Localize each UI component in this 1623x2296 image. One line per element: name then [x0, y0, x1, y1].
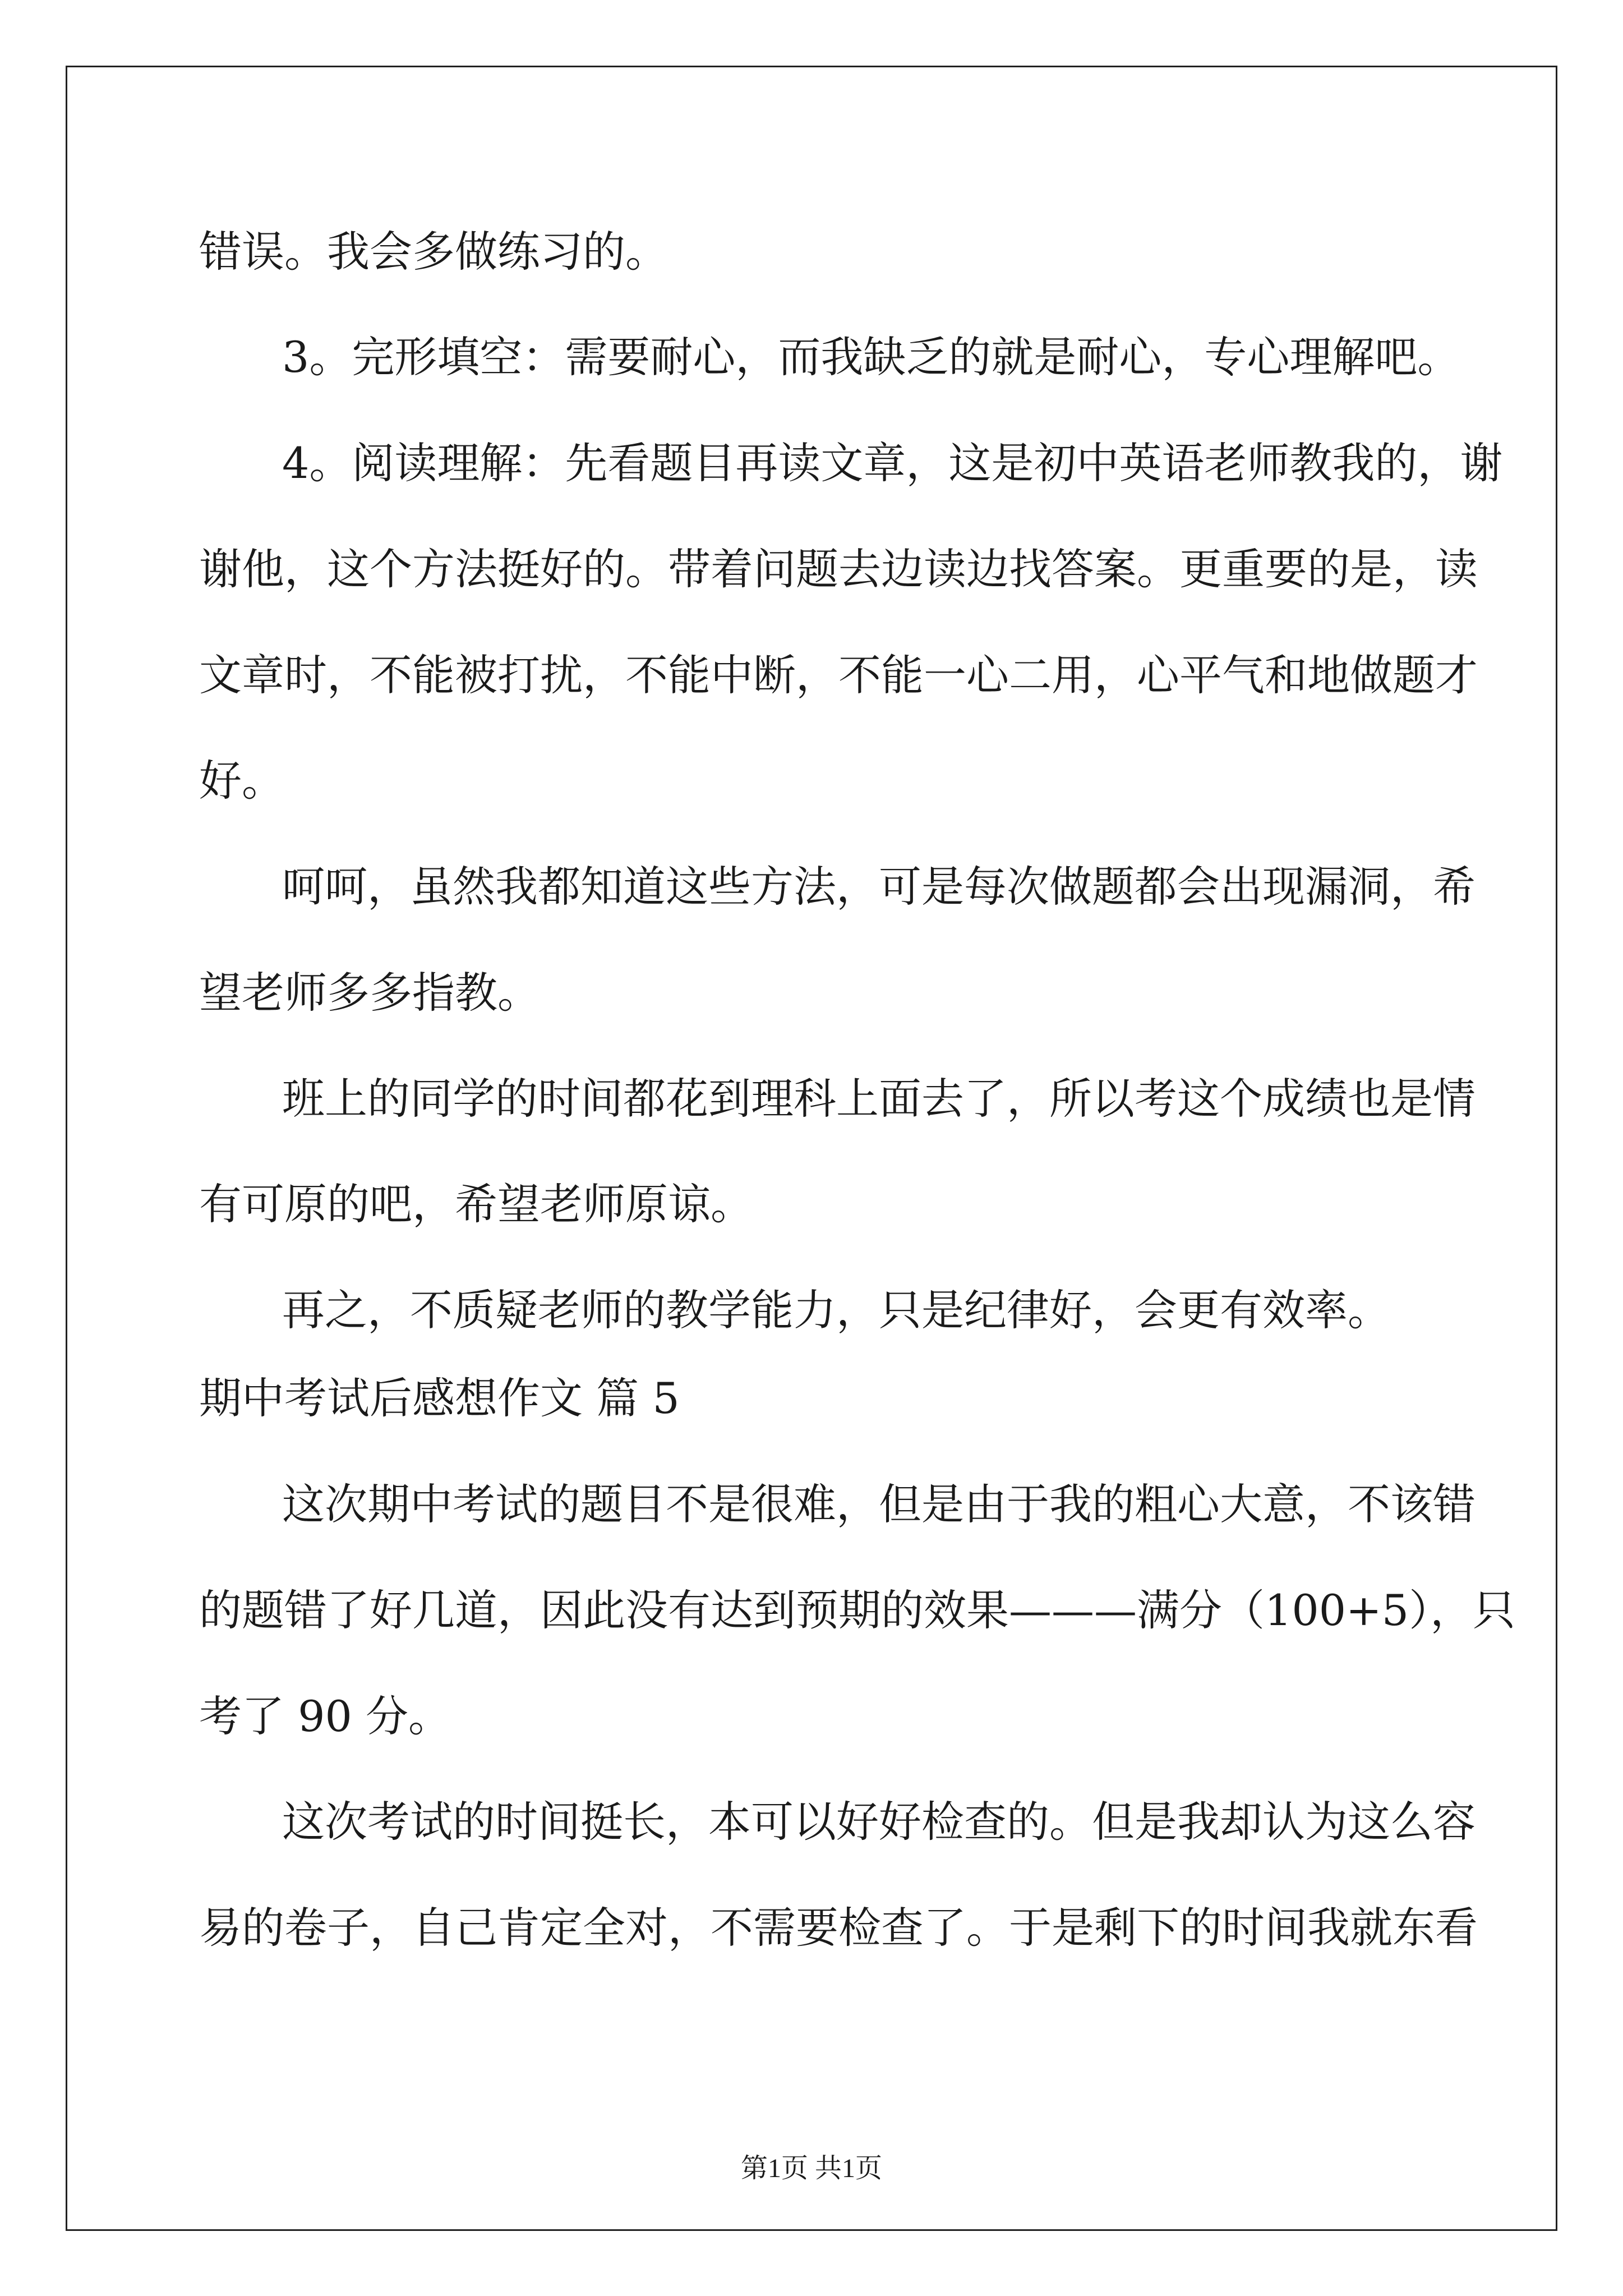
text-line: 文章时，不能被打扰，不能中断，不能一心二用，心平气和地做题才: [199, 650, 1478, 700]
text-line: 有可原的吧，希望老师原谅。: [199, 1179, 753, 1229]
text-line: 班上的同学的时间都花到理科上面去了，所以考这个成绩也是情: [282, 1074, 1476, 1124]
text-line: 的题错了好几道，因此没有达到预期的效果———满分（100+5），只: [199, 1585, 1516, 1635]
text-line: 这次期中考试的题目不是很难，但是由于我的粗心大意，不该错: [282, 1479, 1476, 1529]
text-line: 易的卷子，自己肯定全对，不需要检查了。于是剩下的时间我就东看: [199, 1903, 1478, 1953]
text-line: 4。阅读理解：先看题目再读文章，这是初中英语老师教我的，谢: [282, 438, 1503, 488]
text-line: 3。完形填空：需要耐心，而我缺乏的就是耐心，专心理解吧。: [282, 332, 1460, 382]
text-line: 再之，不质疑老师的教学能力，只是纪律好，会更有效率。: [282, 1285, 1390, 1335]
section-heading: 期中考试后感想作文 篇 5: [199, 1373, 680, 1423]
page-footer: 第1页 共1页: [740, 2154, 882, 2183]
text-line: 谢他，这个方法挺好的。带着问题去边读边找答案。更重要的是，读: [199, 544, 1478, 594]
text-line: 考了 90 分。: [199, 1691, 451, 1741]
text-line: 望老师多多指教。: [199, 968, 540, 1018]
text-line: 呵呵，虽然我都知道这些方法，可是每次做题都会出现漏洞，希: [282, 862, 1476, 912]
text-line: 好。: [199, 756, 284, 806]
text-line: 错误。我会多做练习的。: [199, 227, 668, 277]
text-line: 这次考试的时间挺长，本可以好好检查的。但是我却认为这么容: [282, 1797, 1476, 1847]
